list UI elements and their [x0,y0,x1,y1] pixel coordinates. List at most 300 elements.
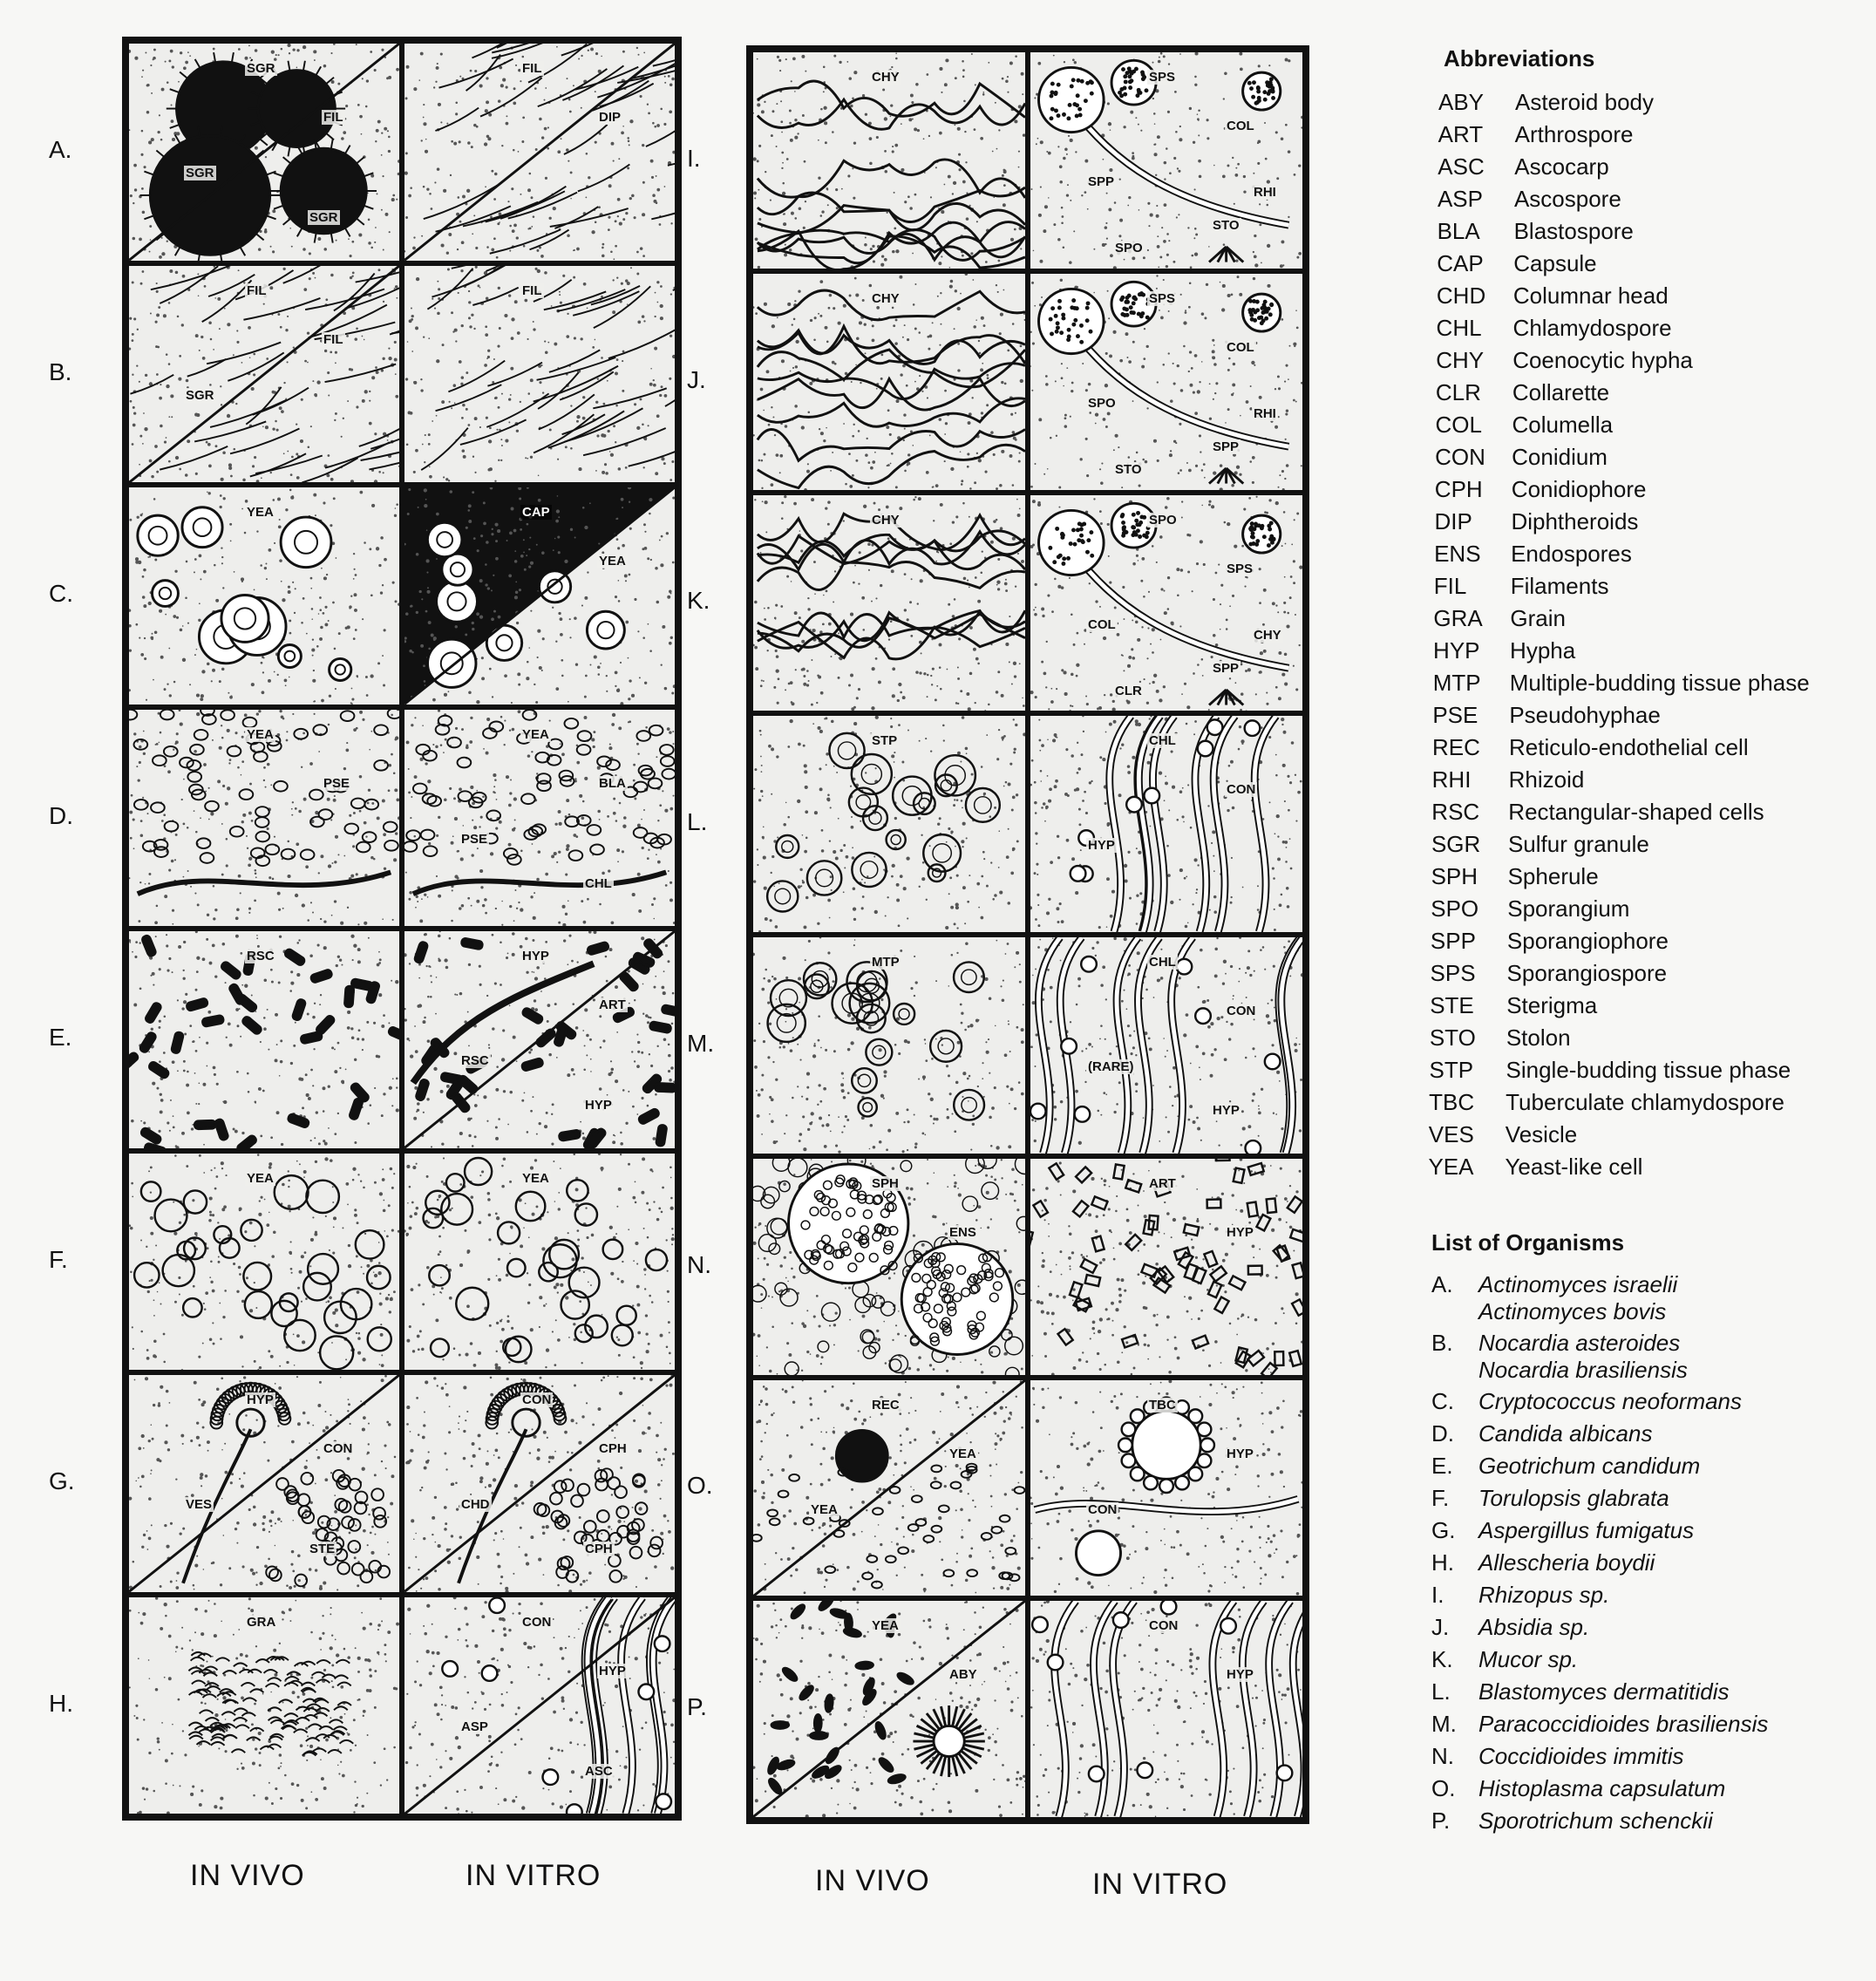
panel-illustration [404,931,675,1148]
structure-label: ABY [949,1667,977,1683]
structure-label: ART [1149,1175,1176,1191]
panel-m-in-vitro [1028,935,1305,1156]
organism-row [1431,1517,1841,1544]
abbreviation-row [1438,87,1857,117]
organism-row [1431,1271,1841,1325]
organism-letter: B. [1431,1330,1453,1356]
organism-letter: L. [1431,1678,1451,1705]
structure-label: ENS [949,1224,976,1240]
abbreviation-code: SPS [1430,960,1476,986]
organism-name: Nocardia asteroides [1478,1330,1681,1356]
panel-e-in-vivo [126,929,402,1151]
abbreviation-row [1433,636,1852,665]
organisms-title: List of Organisms [1431,1229,1625,1256]
structure-label: SGR [309,210,338,225]
structure-label: YEA [522,726,549,742]
structure-label: CHY [872,512,900,528]
structure-label: SPP [1088,174,1115,189]
panel-illustration [753,1601,1025,1817]
panel-f-in-vitro [402,1151,677,1373]
row-letter: A. [49,136,72,164]
abbreviation-code: DIP [1434,508,1472,534]
panel-g-in-vitro [402,1372,677,1595]
structure-label: GRA [247,1614,276,1630]
structure-label: FIL [247,283,267,298]
abbreviation-code: PSE [1432,702,1478,728]
structure-label: CHY [872,290,900,306]
abbreviation-definition: Sterigma [1506,992,1598,1018]
panel-illustration [404,487,675,705]
abbreviation-row [1437,313,1855,343]
structure-label: PSE [461,831,488,847]
abbreviation-definition: Single-budding tissue phase [1506,1057,1791,1083]
abbreviation-code: MTP [1432,670,1481,696]
structure-label: CHD [461,1497,490,1512]
abbreviation-row [1434,571,1852,601]
abbreviation-code: STE [1430,992,1474,1018]
abbreviation-definition: Arthrospore [1514,121,1634,147]
row-letter: F. [49,1245,68,1273]
abbreviation-code: ENS [1434,541,1481,567]
structure-label: CAP [522,505,550,520]
abbreviation-row [1430,1023,1848,1052]
structure-label: VES [186,1497,213,1512]
structure-label: MTP [872,955,900,970]
abbreviation-row [1432,732,1851,762]
structure-label: CHY [872,70,900,85]
abbreviation-code: RHI [1431,766,1472,793]
structure-label: HYP [1227,1224,1254,1240]
abbreviation-row [1431,894,1849,923]
abbreviation-row [1430,990,1848,1020]
abbreviation-row [1438,184,1856,214]
row-letter: J. [687,365,706,393]
diagonal-divider [129,1375,399,1592]
row-letter: E. [49,1024,72,1052]
abbreviation-definition: Collarette [1512,379,1610,405]
structure-label: COL [1227,119,1254,133]
abbreviation-code: HYP [1433,637,1480,664]
abbreviation-code: COL [1435,412,1482,438]
abbreviation-code: CHL [1436,315,1482,341]
organism-row [1431,1453,1841,1480]
row-letter: L. [687,808,708,836]
structure-label: SPO [1088,395,1116,411]
panel-illustration [129,1597,399,1814]
structure-label: CON [1088,1501,1118,1517]
abbreviation-definition: Reticulo-endothelial cell [1509,734,1749,760]
panel-k-in-vivo [751,493,1028,714]
organism-letter: N. [1431,1743,1454,1769]
abbreviation-definition: Pseudohyphae [1509,702,1661,728]
structure-label: ASC [585,1763,613,1779]
row-letter: P. [687,1693,707,1721]
structure-label: FIL [323,110,343,125]
structure-label: RHI [1254,185,1276,200]
stipple-texture [405,710,675,927]
in-vitro-label: IN VITRO [466,1859,602,1892]
structure-label: YEA [247,726,274,742]
panel-illustration [404,710,675,927]
panel-illustration [1030,1159,1302,1375]
panel-illustration [753,937,1025,1154]
structure-label: HYP [585,1098,612,1113]
in-vitro-label: IN VITRO [1092,1868,1228,1901]
abbreviation-row [1433,668,1852,698]
structure-label: CLR [1115,683,1142,698]
abbreviation-row [1432,765,1851,794]
panel-illustration [404,1597,675,1814]
organism-name: Paracoccidioides brasiliensis [1478,1711,1769,1737]
right-panel-grid [746,45,1309,1824]
abbreviation-code: ABY [1438,89,1485,115]
organism-letter: J. [1431,1614,1450,1640]
abbreviation-definition: Asteroid body [1515,89,1654,115]
stipple-texture [753,495,1025,711]
panel-illustration [1030,495,1302,711]
organism-row [1431,1388,1841,1415]
organism-name: Blastomyces dermatitidis [1478,1678,1730,1705]
abbreviation-definition: Diphtheroids [1511,508,1639,534]
abbreviation-code: SGR [1431,831,1481,857]
panel-b-in-vitro [402,263,677,486]
structure-label: CON [522,1614,552,1630]
abbreviation-code: REC [1432,734,1480,760]
organism-letter: E. [1431,1453,1453,1479]
organism-name: Nocardia brasiliensis [1478,1357,1688,1383]
panel-j-in-vitro [1028,271,1305,493]
abbreviation-code: SPO [1431,895,1479,922]
row-letter: K. [687,587,710,615]
abbreviation-code: CLR [1435,379,1481,405]
panel-p-in-vitro [1028,1598,1305,1820]
abbreviation-row [1437,248,1855,278]
panel-illustration [753,1159,1025,1375]
panel-l-in-vitro [1028,713,1305,935]
panel-g-in-vivo [126,1372,402,1595]
structure-label: SPS [1149,70,1176,85]
abbreviation-code: CON [1435,444,1485,470]
abbreviation-definition: Rhizoid [1508,766,1585,793]
structure-label: STO [1213,218,1240,233]
panel-i-in-vitro [1028,50,1305,271]
structure-label: SPS [1149,290,1176,306]
abbreviation-row [1436,345,1854,375]
organism-name: Sporotrichum schenckii [1478,1807,1713,1834]
stipple-texture [753,937,1024,1154]
structure-label: CON [1149,1618,1179,1634]
structure-label: SPH [872,1175,899,1191]
structure-label: COL [1227,339,1254,355]
panel-illustration [129,1375,399,1592]
abbreviation-row [1436,378,1854,407]
panel-illustration [129,487,399,705]
abbreviation-definition: Yeast-like cell [1505,1154,1643,1180]
abbreviation-code: STO [1429,1025,1476,1051]
row-letter: C. [49,580,73,608]
organism-letter: A. [1431,1271,1453,1297]
panel-c-in-vivo [126,485,402,707]
abbreviation-row [1438,216,1856,246]
structure-label: HYP [1213,1103,1240,1118]
structure-label: FIL [323,331,343,347]
structure-label: YEA [811,1501,838,1517]
panel-illustration [753,274,1025,490]
structure-label: YEA [247,1170,274,1186]
in-vivo-label: IN VIVO [190,1859,305,1892]
stipple-texture [129,1154,399,1370]
row-letter: B. [49,357,72,385]
panel-illustration [1030,52,1302,269]
panel-b-in-vivo [126,263,402,486]
panel-i-in-vivo [751,50,1028,271]
organism-row [1431,1485,1841,1512]
panel-illustration [753,1380,1025,1596]
abbreviation-row [1431,829,1850,859]
abbreviation-definition: Ascocarp [1514,153,1609,180]
abbreviation-code: SPP [1430,928,1476,954]
row-letter: N. [687,1250,711,1278]
structure-label: SGR [186,387,214,403]
panel-illustration [1030,1380,1302,1596]
structure-label: SGR [247,61,275,76]
abbreviation-definition: Conidium [1512,444,1608,470]
structure-label: HYP [522,949,549,963]
abbreviation-code: YEA [1428,1154,1474,1180]
abbreviation-definition: Ascospore [1513,186,1621,212]
structure-label: CHL [1149,955,1176,970]
abbreviation-code: CHY [1436,347,1485,373]
panel-c-in-vitro [402,485,677,707]
organism-row [1431,1678,1841,1705]
panel-o-in-vivo [751,1378,1028,1599]
structure-label: CHL [585,875,612,891]
organism-row [1431,1549,1841,1576]
organism-name: Actinomyces bovis [1478,1298,1667,1324]
structure-label: CON [323,1441,353,1456]
organism-letter: M. [1431,1711,1457,1737]
panel-h-in-vivo [126,1595,402,1817]
abbreviation-row [1435,442,1853,472]
panel-illustration [129,266,399,483]
abbreviation-row [1438,152,1856,181]
organism-row [1431,1330,1841,1384]
structure-label: CPH [599,1441,627,1456]
structure-label: CHL [1149,733,1176,749]
abbreviation-definition: Chlamydospore [1512,315,1672,341]
organism-letter: G. [1431,1517,1456,1543]
abbreviation-row [1432,700,1851,730]
panel-n-in-vitro [1028,1156,1305,1378]
structure-label: CON [522,1392,552,1407]
abbreviation-row [1428,1152,1846,1181]
organism-row [1431,1743,1841,1770]
abbreviation-code: TBC [1429,1089,1475,1115]
stipple-texture [129,1597,399,1814]
abbreviation-row [1430,1055,1848,1085]
abbreviation-row [1431,926,1849,956]
organism-letter: K. [1431,1646,1453,1672]
abbreviation-definition: Multiple-budding tissue phase [1509,670,1810,696]
panel-illustration [404,1375,675,1592]
abbreviation-definition: Capsule [1513,250,1597,276]
row-letter: O. [687,1472,713,1500]
structure-label: (RARE) [1088,1059,1134,1074]
structure-label: HYP [1227,1667,1254,1683]
in-vivo-label: IN VIVO [815,1864,930,1897]
abbreviation-definition: Grain [1510,605,1566,631]
structure-label: HYP [247,1392,274,1407]
organism-row [1431,1614,1841,1641]
structure-label: CHY [1254,627,1281,643]
organism-name: Torulopsis glabrata [1478,1485,1669,1511]
abbreviation-code: ASP [1437,186,1483,212]
panel-p-in-vivo [751,1598,1028,1820]
abbreviation-definition: Rectangular-shaped cells [1508,799,1764,825]
organism-row [1431,1646,1841,1673]
stipple-texture [1030,1601,1302,1817]
panel-illustration [1030,937,1302,1154]
abbreviation-row [1433,603,1852,633]
structure-label: CPH [585,1542,613,1556]
abbreviation-definition: Tuberculate chlamydospore [1506,1089,1785,1115]
panel-illustration [1030,274,1302,490]
panel-j-in-vivo [751,271,1028,493]
organism-name: Rhizopus sp. [1478,1582,1610,1608]
structure-label: YEA [247,505,274,520]
organism-letter: F. [1431,1485,1450,1511]
structure-label: HYP [1088,838,1115,854]
abbreviation-definition: Coenocytic hypha [1512,347,1693,373]
structure-label: FIL [522,61,542,76]
organism-letter: H. [1431,1549,1454,1576]
abbreviation-row [1435,474,1853,504]
organism-letter: O. [1431,1775,1456,1801]
panel-illustration [129,931,399,1148]
structure-label: DIP [599,110,622,125]
abbreviation-definition: Filaments [1510,573,1609,599]
abbreviation-row [1431,958,1849,988]
panel-e-in-vitro [402,929,677,1151]
stipple-texture [404,1154,675,1370]
panel-n-in-vivo [751,1156,1028,1378]
abbreviation-code: STP [1429,1057,1474,1083]
organism-row [1431,1582,1841,1609]
abbreviation-row [1436,410,1854,439]
structure-label: REC [872,1397,900,1413]
structure-label: CON [1227,782,1256,798]
structure-label: TBC [1149,1397,1176,1413]
abbreviation-code: ASC [1438,153,1485,180]
structure-label: SGR [186,166,214,180]
panel-illustration [404,1154,675,1371]
structure-label: CON [1227,1004,1256,1018]
abbreviation-definition: Stolon [1506,1025,1571,1051]
structure-label: RSC [247,949,275,963]
panel-a-in-vitro [402,41,677,263]
panel-k-in-vitro [1028,493,1305,714]
organism-name: Mucor sp. [1478,1646,1579,1672]
organism-name: Coccidioides immitis [1478,1743,1684,1769]
abbreviation-row [1429,1120,1847,1149]
abbreviation-code: ART [1438,121,1484,147]
diagonal-divider [753,1380,1025,1596]
panel-a-in-vivo [126,41,402,263]
structure-label: ASP [461,1719,488,1734]
organism-name: Allescheria boydii [1478,1549,1655,1576]
panel-illustration [753,52,1025,269]
panel-o-in-vitro [1028,1378,1305,1599]
structure-label: YEA [522,1170,549,1186]
panel-illustration [129,44,399,261]
stipple-texture [753,716,1025,932]
organism-name: Cryptococcus neoformans [1478,1388,1743,1414]
abbreviation-definition: Hypha [1510,637,1576,664]
row-letter: I. [687,144,701,172]
abbreviation-row [1434,507,1852,536]
abbreviation-row [1431,861,1850,891]
abbreviation-definition: Columnar head [1512,283,1669,309]
structure-label: COL [1088,616,1116,632]
panel-m-in-vivo [751,935,1028,1156]
abbreviation-code: CAP [1437,250,1484,276]
organism-name: Actinomyces israelii [1478,1271,1678,1297]
organism-row [1431,1420,1841,1447]
diagonal-divider [404,931,675,1148]
abbreviation-definition: Endospores [1511,541,1632,567]
abbreviation-code: CHD [1436,283,1486,309]
structure-label: STE [309,1542,336,1556]
structure-label: SPP [1213,439,1240,454]
abbreviation-code: RSC [1431,799,1480,825]
abbreviation-code: CPH [1434,476,1483,502]
organism-letter: I. [1431,1582,1444,1608]
organism-name: Absidia sp. [1478,1614,1590,1640]
abbreviation-definition: Vesicle [1505,1121,1578,1147]
panel-illustration [404,44,675,261]
structure-label: FIL [522,283,542,298]
organism-name: Aspergillus fumigatus [1478,1517,1695,1543]
panel-illustration [129,1154,399,1371]
panel-h-in-vitro [402,1595,677,1817]
structure-label: YEA [872,1618,899,1634]
panel-illustration [1030,716,1302,932]
abbreviation-definition: Sporangium [1507,895,1630,922]
structure-label: SPO [1149,512,1177,528]
abbreviation-code: FIL [1433,573,1467,599]
abbreviation-definition: Sporangiospore [1506,960,1668,986]
left-panel-grid [122,37,682,1821]
structure-label: HYP [1227,1446,1254,1461]
abbreviation-definition: Sulfur granule [1507,831,1649,857]
abbreviation-row [1429,1087,1847,1117]
abbreviations-title: Abbreviations [1444,45,1595,71]
row-letter: M. [687,1029,715,1057]
panel-l-in-vivo [751,713,1028,935]
organism-letter: D. [1431,1420,1454,1447]
structure-label: HYP [599,1663,626,1678]
abbreviation-row [1431,797,1850,827]
abbreviation-row [1438,119,1857,149]
structure-label: RHI [1254,405,1276,421]
organism-row [1431,1807,1841,1835]
organism-row [1431,1711,1841,1738]
structure-label: SPO [1115,241,1143,255]
structure-label: PSE [323,775,350,791]
abbreviation-code: SPH [1431,863,1478,889]
abbreviation-code: VES [1428,1121,1474,1147]
structure-label: STO [1115,461,1142,477]
